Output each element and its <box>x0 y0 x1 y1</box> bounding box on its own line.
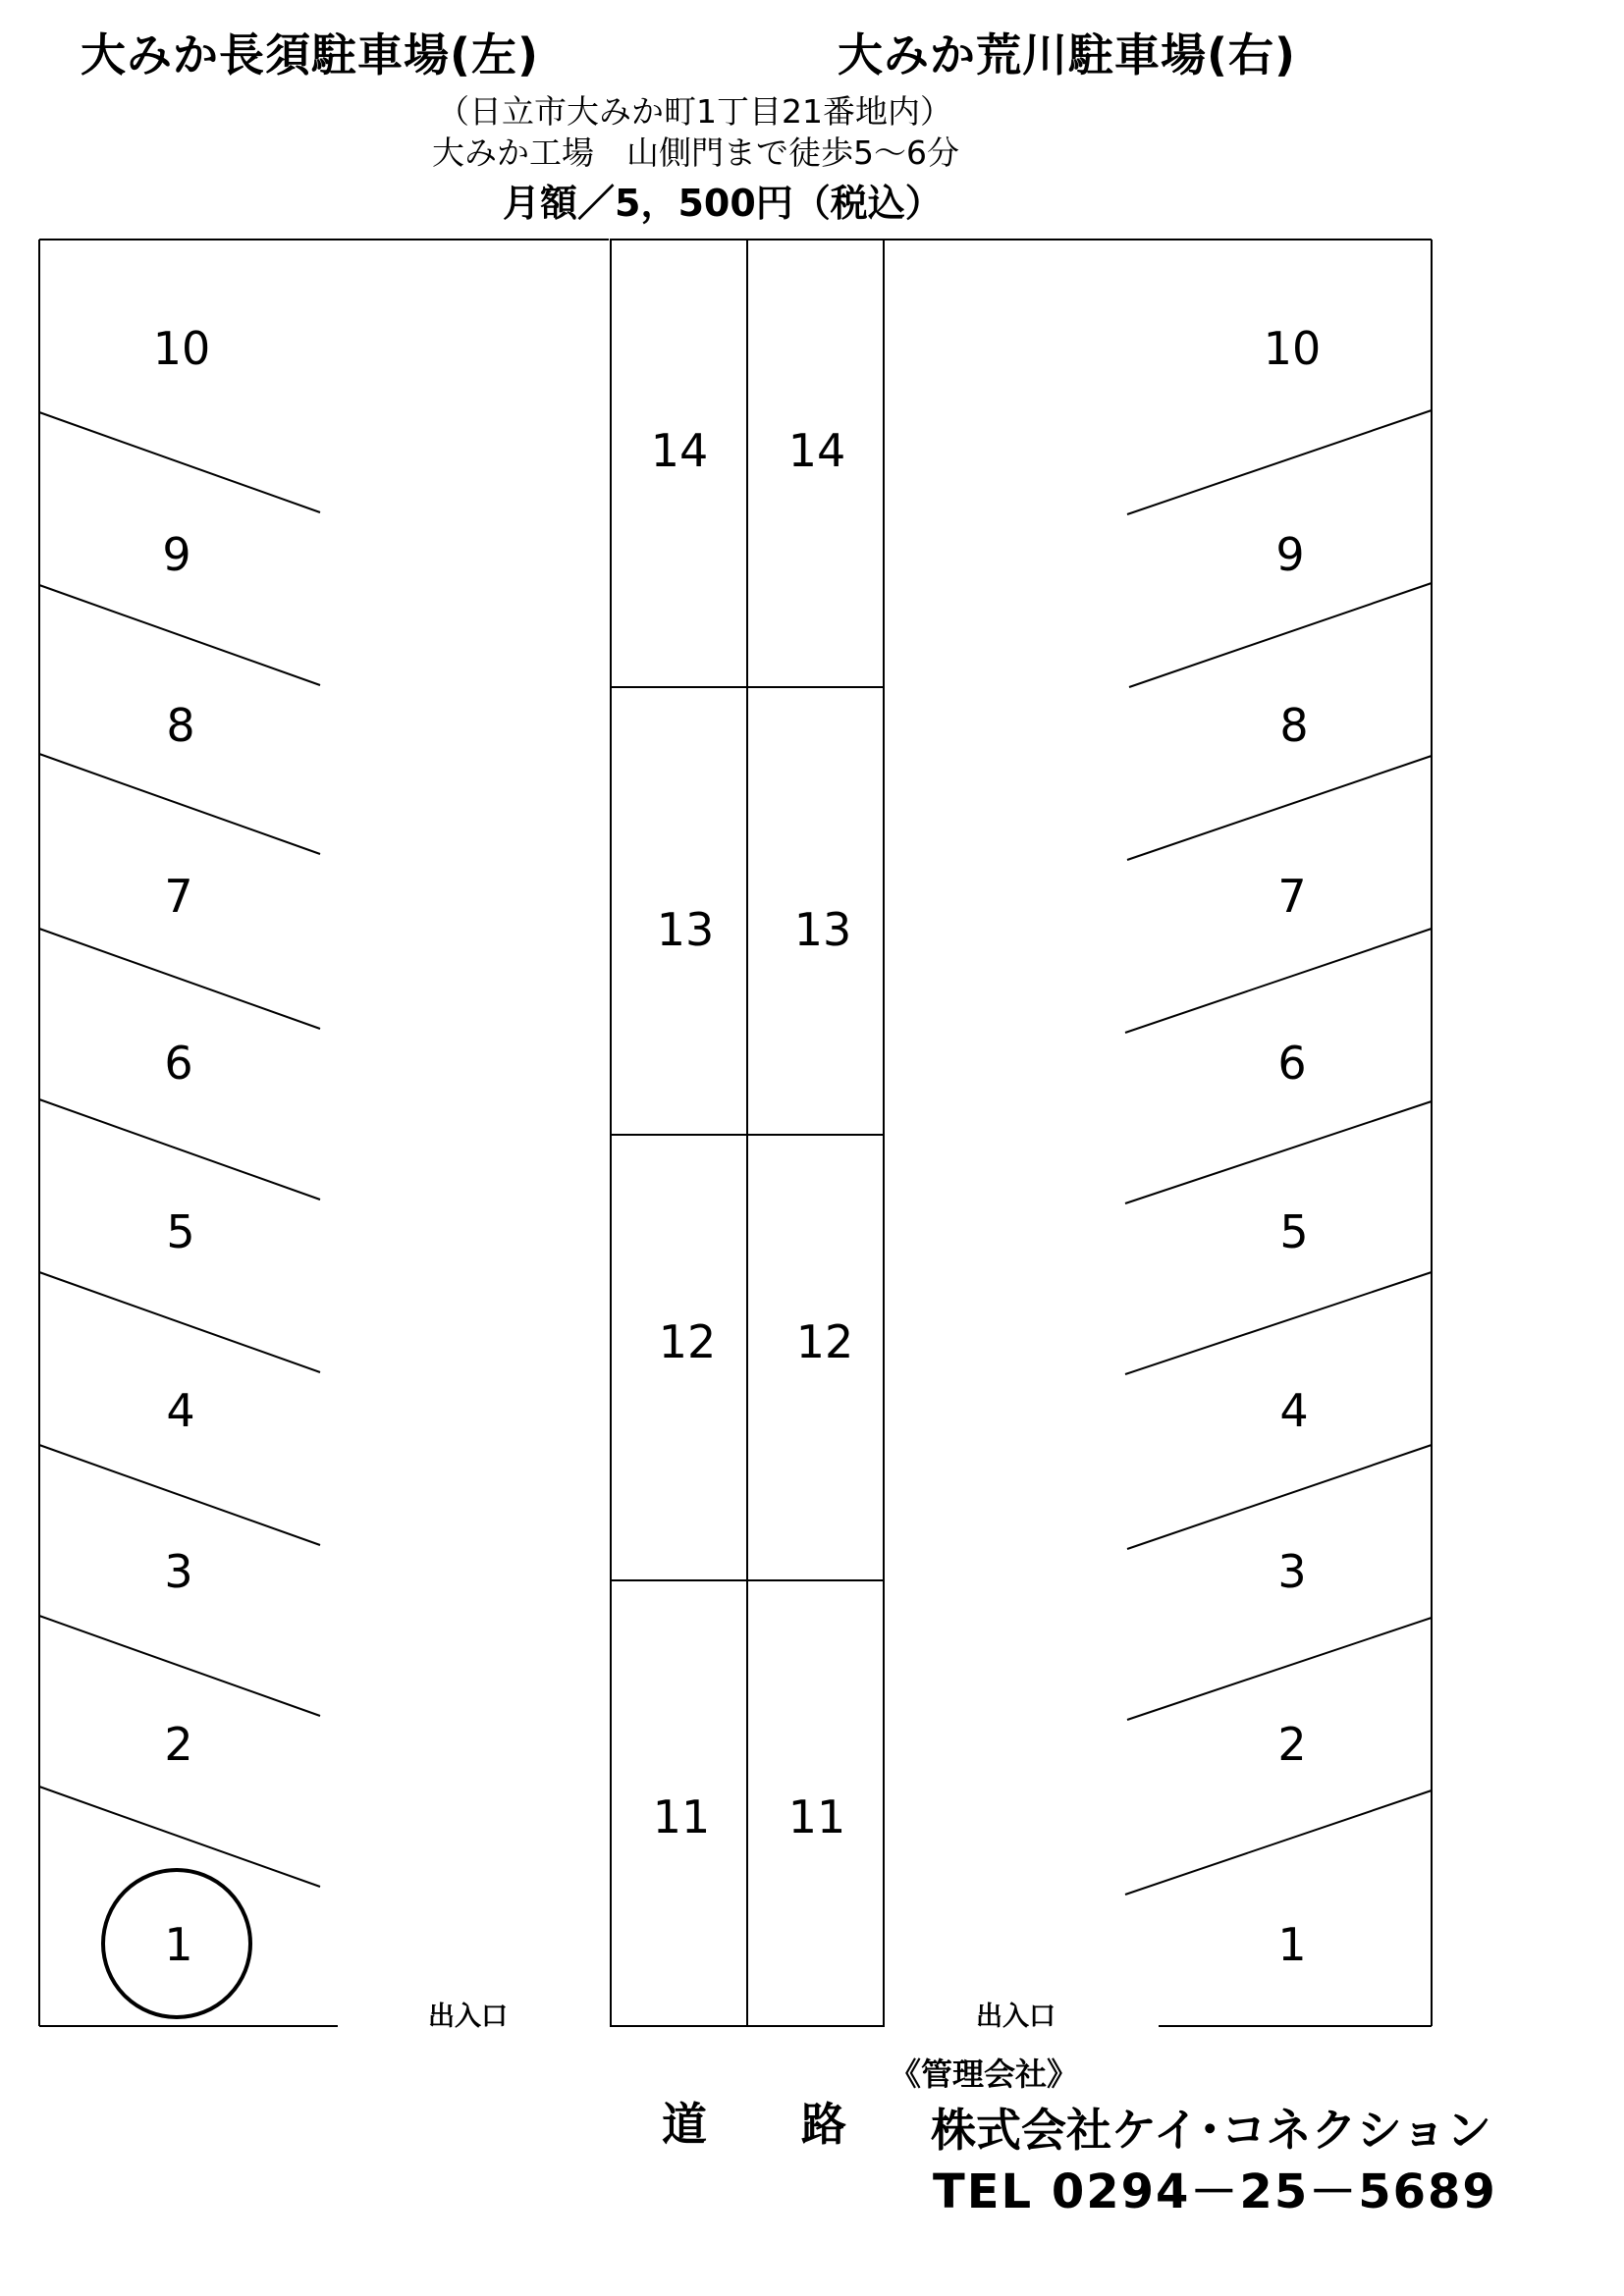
center-right-space-14: 14 <box>787 424 846 477</box>
right-space-2: 2 <box>1277 1718 1307 1771</box>
road-label: 道 路 <box>662 2098 887 2151</box>
left-space-1: 1 <box>164 1918 193 1971</box>
title-right: 大みか荒川駐車場(右) <box>838 28 1297 81</box>
title-left: 大みか長須駐車場(左) <box>81 28 540 81</box>
company-name: 株式会社ケイ･コネクション <box>931 2104 1491 2157</box>
phone-number: TEL 0294－25－5689 <box>933 2164 1497 2219</box>
right-space-5: 5 <box>1279 1205 1309 1258</box>
left-space-10: 10 <box>152 322 211 375</box>
center-right-space-11: 11 <box>787 1790 846 1843</box>
left-space-3: 3 <box>164 1545 193 1598</box>
right-space-1: 1 <box>1277 1918 1307 1971</box>
left-space-7: 7 <box>164 870 193 923</box>
right-space-6: 6 <box>1277 1037 1307 1090</box>
left-space-9: 9 <box>162 528 191 581</box>
access-text: 大みか工場 山側門まで徒歩5～6分 <box>432 133 959 172</box>
price-text: 月額／5，500円（税込） <box>503 182 943 225</box>
center-right-space-12: 12 <box>795 1315 854 1368</box>
right-space-4: 4 <box>1279 1384 1309 1437</box>
center-left-space-13: 13 <box>656 903 715 956</box>
left-space-2: 2 <box>164 1718 193 1771</box>
right-space-7: 7 <box>1277 870 1307 923</box>
left-space-4: 4 <box>166 1384 195 1437</box>
left-space-6: 6 <box>164 1037 193 1090</box>
right-space-8: 8 <box>1279 699 1309 752</box>
right-space-3: 3 <box>1277 1545 1307 1598</box>
right-space-10: 10 <box>1263 322 1322 375</box>
management-label: 《管理会社》 <box>890 2056 1079 2093</box>
address-text: （日立市大みか町1丁目21番地内） <box>437 92 952 131</box>
center-left-space-14: 14 <box>650 424 709 477</box>
left-entrance-label: 出入口 <box>428 2002 508 2032</box>
left-space-8: 8 <box>166 699 195 752</box>
right-entrance-label: 出入口 <box>976 2002 1056 2032</box>
left-space-5: 5 <box>166 1205 195 1258</box>
center-right-space-13: 13 <box>793 903 852 956</box>
center-left-space-11: 11 <box>652 1790 711 1843</box>
center-left-space-12: 12 <box>658 1315 717 1368</box>
right-space-9: 9 <box>1275 528 1305 581</box>
